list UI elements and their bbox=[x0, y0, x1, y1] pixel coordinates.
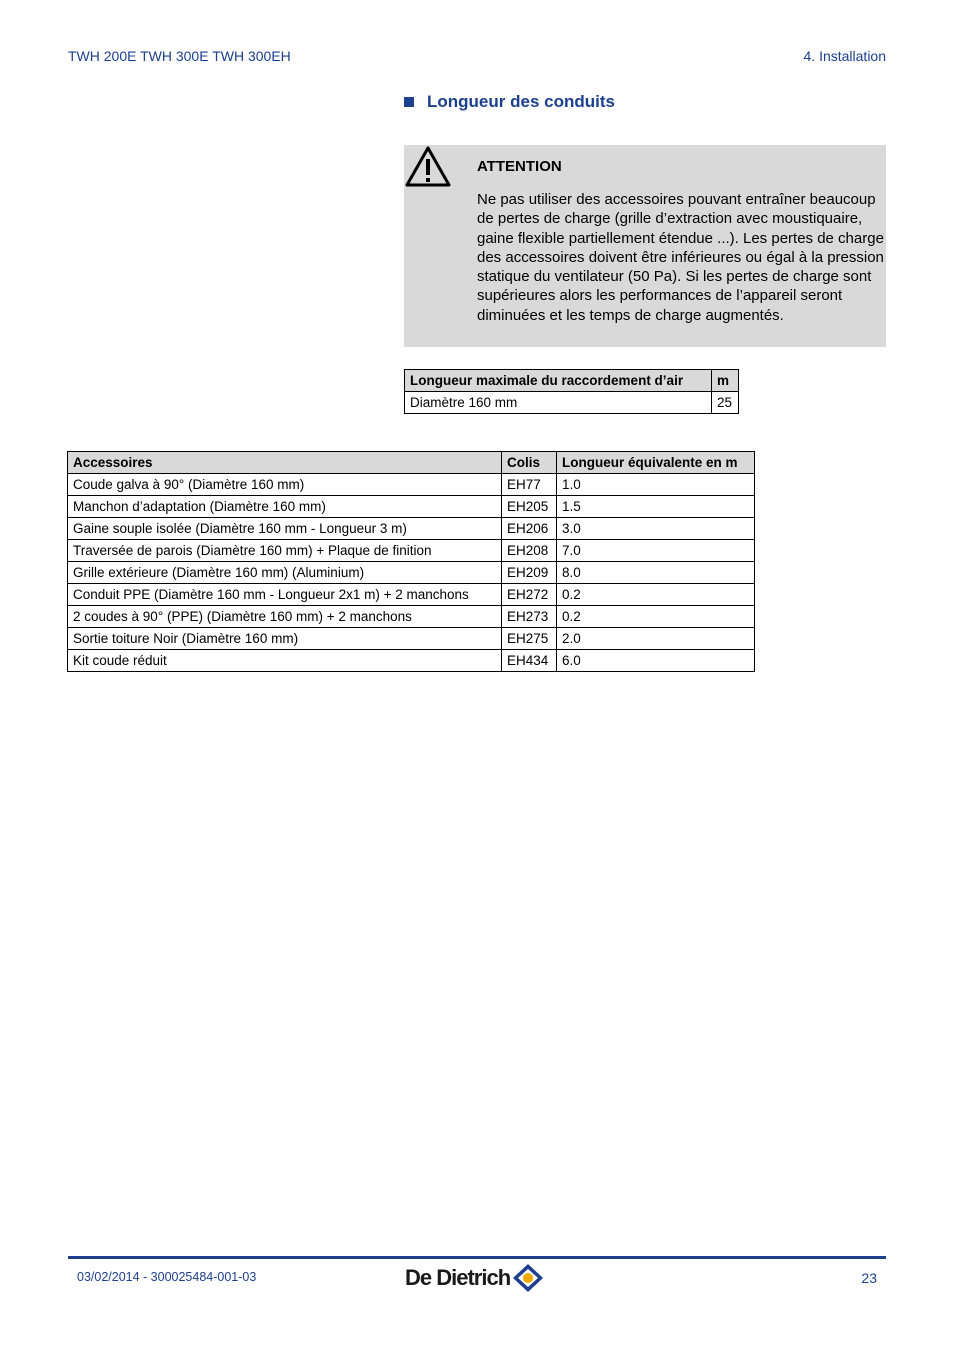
table-row bbox=[68, 650, 755, 672]
warning-title: ATTENTION bbox=[477, 158, 562, 175]
header-chapter: 4. Installation bbox=[803, 48, 886, 64]
table-cell: EH273 bbox=[502, 606, 557, 628]
table-cell: 7.0 bbox=[557, 540, 755, 562]
max-length-table bbox=[404, 369, 739, 414]
table-cell: EH205 bbox=[502, 496, 557, 518]
table-header-row bbox=[405, 370, 739, 392]
section-title-text: Longueur des conduits bbox=[427, 92, 615, 111]
table-row bbox=[68, 606, 755, 628]
page-number: 23 bbox=[861, 1270, 877, 1286]
table-cell: EH434 bbox=[502, 650, 557, 672]
table-cell: 6.0 bbox=[557, 650, 755, 672]
table-cell: 0.2 bbox=[557, 584, 755, 606]
column-header: Longueur équivalente en m bbox=[557, 452, 755, 474]
table-header-row bbox=[68, 452, 755, 474]
table-cell: 0.2 bbox=[557, 606, 755, 628]
table-row bbox=[68, 496, 755, 518]
table-cell: 2 coudes à 90° (PPE) (Diamètre 160 mm) + 2 manchons bbox=[68, 606, 502, 628]
table-cell: EH272 bbox=[502, 584, 557, 606]
table-cell: 3.0 bbox=[557, 518, 755, 540]
column-header: m bbox=[712, 370, 739, 392]
column-header: Colis bbox=[502, 452, 557, 474]
table-cell: 8.0 bbox=[557, 562, 755, 584]
table-row bbox=[68, 474, 755, 496]
warning-triangle-icon bbox=[404, 145, 452, 189]
table-cell: Manchon d’adaptation (Diamètre 160 mm) bbox=[68, 496, 502, 518]
table-cell: 1.0 bbox=[557, 474, 755, 496]
column-header: Accessoires bbox=[68, 452, 502, 474]
table-row bbox=[68, 562, 755, 584]
table-cell: 1.5 bbox=[557, 496, 755, 518]
header-models: TWH 200E TWH 300E TWH 300EH bbox=[68, 48, 291, 64]
footer-doc-ref: 03/02/2014 - 300025484-001-03 bbox=[77, 1270, 257, 1284]
table-cell: EH206 bbox=[502, 518, 557, 540]
table-cell: Sortie toiture Noir (Diamètre 160 mm) bbox=[68, 628, 502, 650]
table-cell: Kit coude réduit bbox=[68, 650, 502, 672]
table-cell: EH77 bbox=[502, 474, 557, 496]
table-row bbox=[68, 584, 755, 606]
accessories-table bbox=[67, 451, 755, 672]
table-cell: Traversée de parois (Diamètre 160 mm) + Plaque de finition bbox=[68, 540, 502, 562]
brand-name: De Dietrich bbox=[405, 1265, 511, 1290]
brand-logo bbox=[405, 1262, 545, 1294]
warning-box bbox=[404, 145, 886, 347]
table-cell: Conduit PPE (Diamètre 160 mm - Longueur 2x1 m) + 2 manchons bbox=[68, 584, 502, 606]
table-cell: Diamètre 160 mm bbox=[405, 392, 712, 414]
square-bullet-icon bbox=[404, 97, 414, 107]
column-header: Longueur maximale du raccordement d’air bbox=[405, 370, 712, 392]
table-row bbox=[68, 518, 755, 540]
table-row bbox=[68, 628, 755, 650]
diamond-logo-icon bbox=[511, 1262, 545, 1294]
table-row bbox=[405, 392, 739, 414]
table-cell: EH275 bbox=[502, 628, 557, 650]
table-cell: 2.0 bbox=[557, 628, 755, 650]
table-cell: Grille extérieure (Diamètre 160 mm) (Aluminium) bbox=[68, 562, 502, 584]
table-row bbox=[68, 540, 755, 562]
table-cell: 25 bbox=[712, 392, 739, 414]
table-cell: EH208 bbox=[502, 540, 557, 562]
warning-text: Ne pas utiliser des accessoires pouvant entraîner beaucoup de pertes de charge (grille d’extraction avec moustiquaire, gaine flexible partiellement étendue ...). Les pertes de charge des accessoires doivent être inférieures ou égal à la pression statique du ventilateur (50 Pa). Si les pertes de charge sont supérieures alors les performances de l’appareil seront diminuées et les temps de charge augmentés. bbox=[477, 191, 884, 324]
table-cell: EH209 bbox=[502, 562, 557, 584]
table-cell: Gaine souple isolée (Diamètre 160 mm - Longueur 3 m) bbox=[68, 518, 502, 540]
table-cell: Coude galva à 90° (Diamètre 160 mm) bbox=[68, 474, 502, 496]
footer-divider bbox=[68, 1256, 886, 1259]
section-title bbox=[404, 92, 615, 112]
